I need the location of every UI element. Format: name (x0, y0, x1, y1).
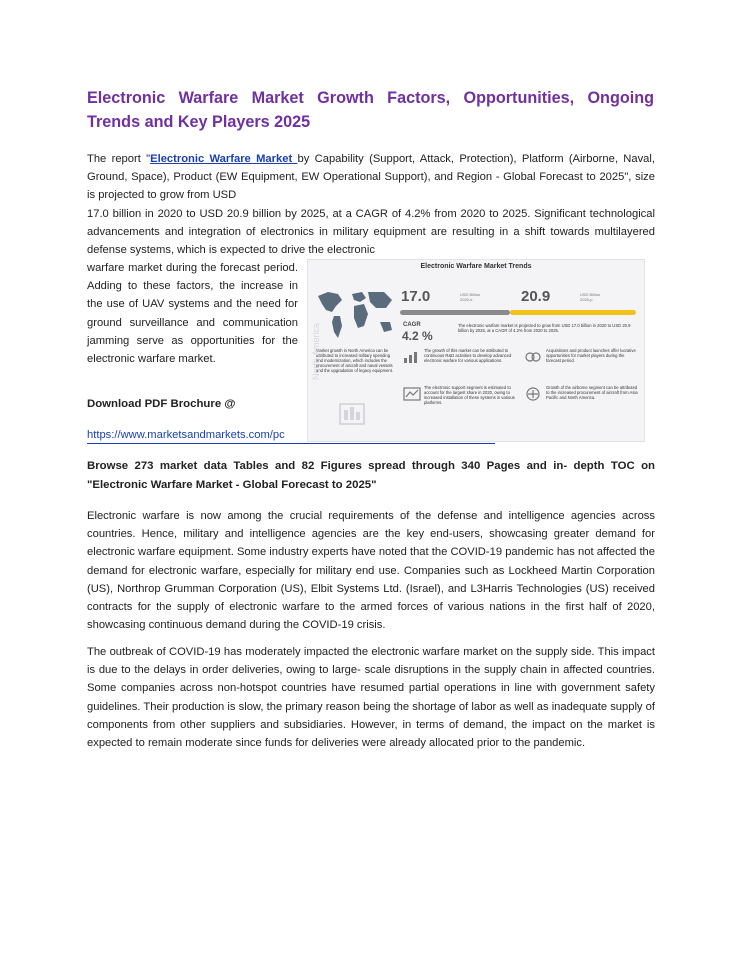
intro-paragraph (87, 150, 655, 259)
intro-suffix-2: 17.0 billion in 2020 to USD 20.9 billion by 2025, at a CAGR of 4.2% from 2020 to 2025. Significant technological advancements and integration of electronics in military equipment are resulting in a shift towards multilayered defense systems, which is expected to drive the electronic (87, 207, 655, 257)
north-america-note: Market growth in North America can be attributed to increased military spending and modernization, which includes the procurement of aircraft and naval vessels and the upgradation of legacy equipment. (316, 348, 394, 373)
value-2025: 20.9 (521, 288, 551, 305)
aircraft-icon (524, 387, 542, 401)
intro-prefix: The report " (87, 153, 151, 165)
airborne-note: Growth of the airborne segment can be attributed to the increased procurement of aircraft from Asia Pacific and North America. (546, 385, 638, 400)
bar-2020 (400, 310, 510, 315)
intro-suffix-1: by Capability (Support, Attack, Protection), Platform (Airborne, Naval, Ground, Space), Product (EW Equipment, EW Operational Support), and Region - Global Forecast to 2025", size is projected to grow from USD (87, 153, 655, 202)
chart-icon (403, 350, 421, 364)
signal-icon (403, 387, 421, 401)
infographic-title: Electronic Warfare Market Trends (420, 263, 532, 270)
cagr-label: CAGR (403, 322, 421, 328)
bar-2025 (510, 310, 636, 315)
summary-note: The electronic warfare market is projected to grow from USD 17.0 billion in 2020 to USD 20.9 billion by 2025, at a CAGR of 4.2% from 2020 to 2025. (458, 323, 631, 333)
report-link[interactable]: Electronic Warfare Market (150, 153, 298, 165)
building-icon (338, 400, 366, 426)
infographic (307, 259, 645, 442)
acquisition-note: Acquisitions and product launches offer lucrative opportunities for market players during the forecast period. (546, 348, 636, 363)
cagr-value: 4.2 % (402, 329, 433, 343)
side-label: North America (311, 322, 321, 380)
support-note: The electronic support segment is estimated to account for the largest share in 2020, owing to increased installation of these systems in various platforms. (424, 385, 515, 405)
world-map-icon (314, 286, 396, 346)
paragraph-2: The outbreak of COVID-19 has moderately impacted the electronic warfare market on the supply side. This impact is due to the delays in order deliveries, owing to large- scale disruptions in the supply chain in affected countries. Some companies across non-hotspot countries have resumed partial operations in line with government safety guidelines. Their production is slow, the primary reason being the shortage of labor as well as inadequate supply of components from other suppliers and subsidiaries. However, in terms of demand, the impact on the market is expected to remain moderate since funds for deliveries were already allocated prior to the pandemic. (87, 646, 655, 750)
browse-statement: Browse 273 market data Tables and 82 Figures spread through 340 Pages and in- depth TOC on "Electronic Warfare Market - Global Forecast to 2025" (87, 460, 655, 491)
handshake-icon (524, 350, 542, 364)
unit-2020: USD Billion 2020-e (460, 292, 481, 302)
value-2020: 17.0 (401, 288, 431, 305)
paragraph-1: Electronic warfare is now among the crucial requirements of the defense and intelligence agencies across countries. Hence, military and intelligence agencies are the key end-users, showcasing greater demand for electronic warfare equipment. Some industry experts have noted that the COVID-19 pandemic has not affected the demand for electronic warfare, especially for military end use. Companies such as Lockheed Martin Corporation (US), Northrop Grumman Corporation (US), Elbit Systems Ltd. (Israel), and L3Harris Technologies (US) received contracts for the supply of electronic warfare to the armed forces of various nations in the first half of 2020, showcasing continuous demand during the COVID-19 crisis. (87, 510, 655, 632)
brochure-link[interactable]: https://www.marketsandmarkets.com/pc (87, 428, 495, 444)
rd-note: The growth of this market can be attributed to continuous R&D activities to develop advanced electronic warfare for various applications. (424, 348, 512, 363)
left-column-text: warfare market during the forecast period. Adding to these factors, the increase in the use of UAV systems and the need for ground surveillance and communication jamming serve as opportunities for the electronic warfare market. (87, 262, 298, 366)
page-title: Electronic Warfare Market Growth Factors, Opportunities, Ongoing Trends and Key Players 2025 (87, 89, 654, 131)
unit-2025: USD Billion 2025-p (580, 292, 601, 302)
download-label: Download PDF Brochure @ (87, 398, 236, 410)
